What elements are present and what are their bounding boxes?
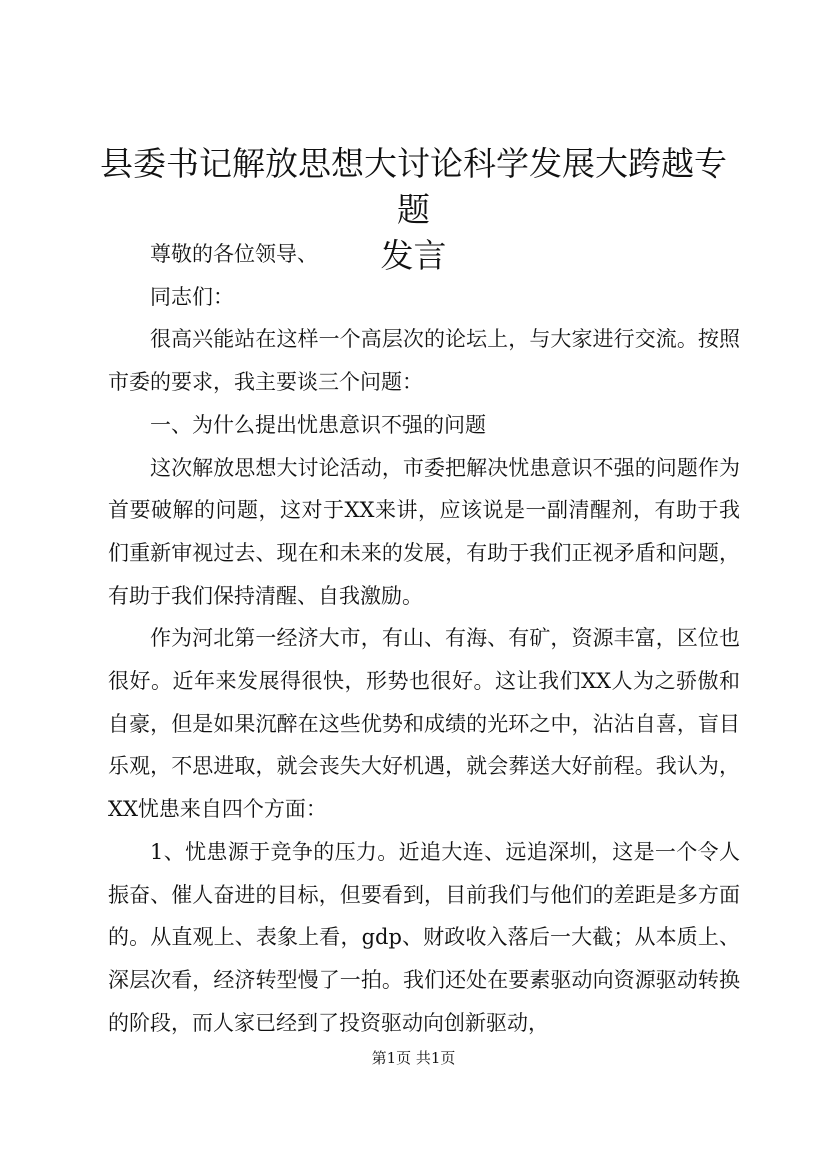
paragraph-status: 作为河北第一经济大市，有山、有海、有矿，资源丰富，区位也很好。近年来发展得很快，形势也很好。这让我们XX人为之骄傲和自豪，但是如果沉醉在这些优势和成绩的光环之中，沾沾自喜，盲目乐观，不思进取，就会丧失大好机遇，就会葬送大好前程。我认为，XX忧患来自四个方面： [108, 626, 740, 822]
title-line-1: 县委书记解放思想大讨论科学发展大跨越专题 [100, 144, 727, 229]
document-body [108, 233, 740, 1044]
paragraph-discussion: 这次解放思想大讨论活动，市委把解决忧患意识不强的问题作为首要破解的问题，这对于XX来讲，应该说是一副清醒剂，有助于我们重新审视过去、现在和未来的发展，有助于我们正视矛盾和问题，有助于我们保持清醒、自我激励。 [108, 455, 740, 608]
paragraph-point-1: 1、忧患源于竞争的压力。近追大连、远追深圳，这是一个令人振奋、催人奋进的目标，但要看到，目前我们与他们的差距是多方面的。从直观上、表象上看，gdp、财政收入落后一大截；从本质上、深层次看，经济转型慢了一拍。我们还处在要素驱动向资源驱动转换的阶段，而人家已经到了投资驱动向创新驱动， [108, 839, 740, 1035]
salutation-leaders: 尊敬的各位领导、 [150, 242, 318, 266]
title-line-2: 发言 [380, 236, 447, 275]
paragraph-intro: 很高兴能站在这样一个高层次的论坛上，与大家进行交流。按照市委的要求，我主要谈三个问题： [108, 327, 740, 395]
section-heading-1: 一、为什么提出忧患意识不强的问题 [150, 412, 486, 437]
page-footer: 第1页 共1页 [371, 1049, 456, 1067]
salutation-comrades: 同志们： [150, 284, 234, 309]
